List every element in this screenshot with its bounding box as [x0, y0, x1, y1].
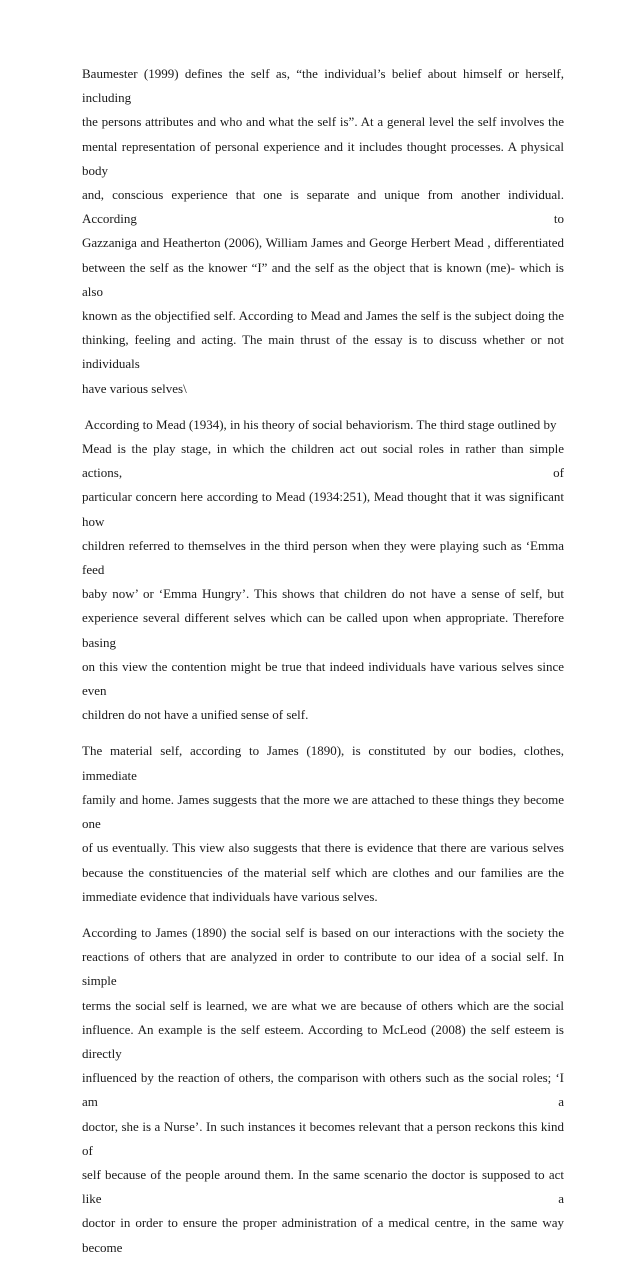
paragraph-line: immediate evidence that individuals have various selves. [82, 888, 378, 904]
paragraph-line: terms the social self is learned, we are what we are because of others which are the social [82, 997, 564, 1013]
paragraph-line: reactions of others that are analyzed in order to contribute to our idea of a social self. In simple [82, 949, 564, 989]
paragraph-line: influenced by the reaction of others, the comparison with others such as the social roles; ‘I am a [82, 1070, 564, 1110]
paragraph-line: Gazzaniga and Heatherton (2006), William James and George Herbert Mead , differentiated [82, 235, 564, 251]
paragraph-line: between the self as the knower “I” and the self as the object that is known (me)- which is also [82, 259, 564, 299]
paragraph-line: of us eventually. This view also suggests that there is evidence that there are various selves [82, 840, 564, 856]
paragraph-line: family and home. James suggests that the more we are attached to these things they become one [82, 791, 564, 832]
paragraph-line: According to Mead (1934), in his theory of social behaviorism. The third stage outlined by [82, 416, 557, 432]
paragraph-line: doctor in order to ensure the proper administration of a medical centre, in the same way become [82, 1215, 564, 1255]
paragraph-line: children referred to themselves in the third person when they were playing such as ‘Emma feed [82, 537, 564, 578]
paragraph-line: baby now’ or ‘Emma Hungry’. This shows that children do not have a sense of self, but [82, 586, 564, 602]
paragraph-line: known as the objectified self. According to Mead and James the self is the subject doing the [82, 308, 564, 324]
paragraph-line: influence. An example is the self esteem. According to McLeod (2008) the self esteem is directly [82, 1021, 564, 1061]
paragraph-1 [82, 62, 564, 401]
paragraph-line: on this view the contention might be true that indeed individuals have various selves since even [82, 658, 564, 699]
paragraph-line: According to James (1890) the social self is based on our interactions with the society the [82, 924, 564, 940]
paragraph-line: Mead is the play stage, in which the children act out social roles in rather than simple actions, of [82, 441, 564, 481]
paragraph-line: and, conscious experience that one is separate and unique from another individual. According to [82, 187, 564, 227]
document-body [82, 62, 564, 1272]
paragraph-line: experience several different selves which can be called upon when appropriate. Therefore basing [82, 610, 564, 650]
paragraph-line: self because of the people around them. In the same scenario the doctor is supposed to act like a [82, 1166, 564, 1207]
paragraph-line: mental representation of personal experience and it includes thought processes. A physical body [82, 138, 564, 178]
paragraph-line: thinking, feeling and acting. The main thrust of the essay is to discuss whether or not individuals [82, 332, 564, 372]
paragraph-line: have various selves\ [82, 380, 187, 396]
paragraph-line: the persons attributes and who and what the self is”. At a general level the self involves the [82, 114, 564, 130]
paragraph-line: The material self, according to James (1890), is constituted by our bodies, clothes, immediate [82, 743, 564, 783]
paragraph-line: children do not have a unified sense of self. [82, 707, 309, 723]
paragraph-4 [82, 921, 564, 1260]
paragraph-line: doctor, she is a Nurse’. In such instances it becomes relevant that a person reckons this kind of [82, 1118, 564, 1158]
paragraph-line: particular concern here according to Mead (1934:251), Mead thought that it was significant how [82, 489, 564, 529]
paragraph-2 [82, 413, 564, 728]
paragraph-line: Baumester (1999) defines the self as, “the individual’s belief about himself or herself, including [82, 66, 564, 106]
paragraph-3 [82, 739, 564, 908]
paragraph-line: because the constituencies of the material self which are clothes and our families are the [82, 864, 564, 880]
